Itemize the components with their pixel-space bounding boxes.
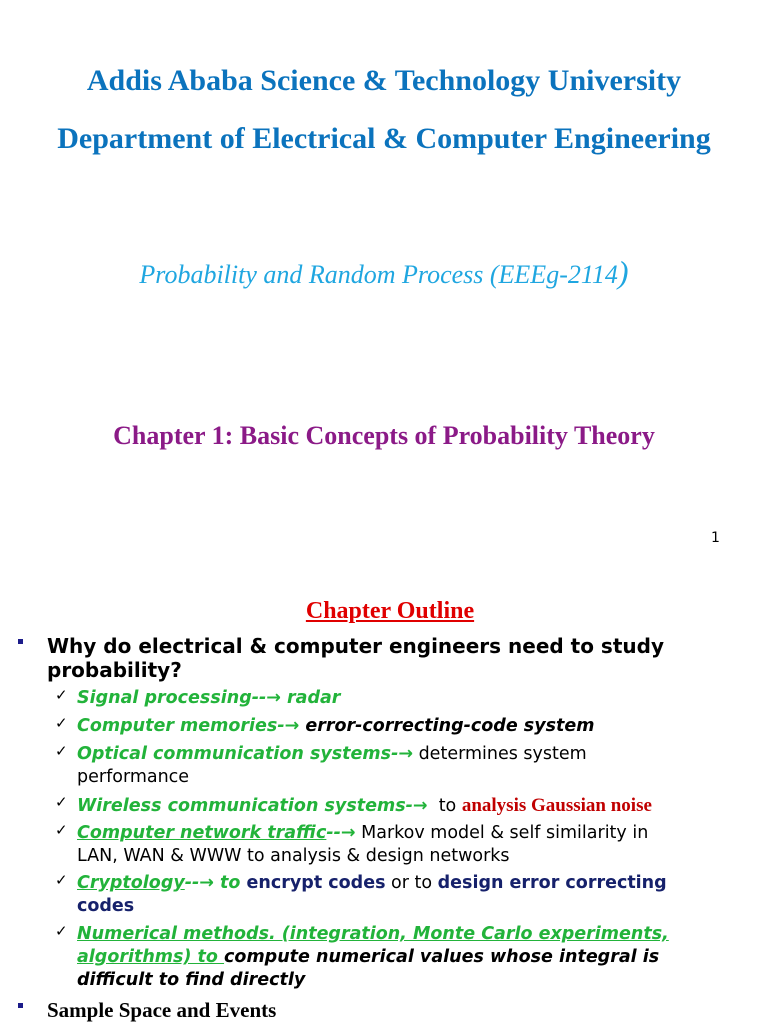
item-text: Signal processing--: [77, 688, 267, 708]
university-name: Addis Ababa Science & Technology University: [86, 64, 682, 97]
item-text: Wireless communication systems-: [77, 796, 413, 816]
item-text: Computer network traffic: [77, 823, 327, 843]
item-text: to: [213, 873, 247, 893]
list-item-continuation: LAN, WAN & WWW to analysis & design networks: [77, 846, 510, 866]
list-item: [77, 923, 757, 946]
item-text: radar: [280, 688, 341, 708]
list-item-continuation: codes: [77, 896, 135, 916]
item-text: or to: [385, 873, 438, 893]
item-text: error-correcting-code system: [299, 716, 595, 736]
bullet-icon: [18, 639, 28, 649]
arrow-icon: →: [199, 873, 214, 893]
arrow-icon: →: [266, 688, 281, 708]
item-text: Optical communication systems-: [77, 744, 399, 764]
item-text: compute numerical values whose integral is: [224, 947, 660, 967]
arrow-icon: →: [340, 823, 356, 843]
check-icon: ✓: [55, 871, 68, 889]
outline-title: Chapter Outline: [305, 598, 475, 624]
page-number: 1: [711, 530, 720, 546]
course-title-text: Probability and Random Process (EEEg-2114: [139, 260, 618, 289]
arrow-icon: →: [398, 744, 414, 764]
check-icon: ✓: [55, 714, 68, 732]
arrow-icon: →: [412, 796, 428, 816]
check-icon: ✓: [55, 793, 68, 811]
department-name: Department of Electrical & Computer Engineering: [57, 122, 711, 155]
list-item: [77, 743, 757, 766]
bullet-icon: [18, 1003, 28, 1013]
item-highlight: design error correcting: [437, 873, 667, 893]
list-item: [77, 794, 757, 818]
check-icon: ✓: [55, 821, 68, 839]
list-item-continuation: [77, 946, 757, 969]
list-item: [77, 872, 757, 895]
course-title-paren: ): [617, 254, 629, 290]
item-highlight: analysis Gaussian noise: [461, 795, 652, 816]
question-line2: probability?: [47, 658, 182, 682]
item-text: determines system: [413, 744, 587, 764]
item-text: Numerical methods. (integration, Monte Carlo experiments,: [77, 924, 669, 944]
arrow-icon: →: [284, 716, 300, 736]
list-item: [77, 715, 757, 738]
item-text: Computer memories-: [77, 716, 285, 736]
course-title: [0, 254, 768, 291]
list-item-continuation: performance: [77, 767, 190, 787]
item-text: --: [184, 873, 200, 893]
section-sample-space: Sample Space and Events: [47, 998, 277, 1022]
item-text: to: [427, 796, 462, 816]
check-icon: ✓: [55, 686, 68, 704]
item-text: algorithms) to: [77, 947, 225, 967]
item-text: --: [326, 823, 341, 843]
chapter-title: Chapter 1: Basic Concepts of Probability Theory: [113, 421, 655, 450]
list-item: [77, 687, 757, 710]
item-text: Markov model & self similarity in: [355, 823, 649, 843]
check-icon: ✓: [55, 922, 68, 940]
list-item: [77, 822, 757, 845]
list-item-continuation: difficult to find directly: [77, 970, 306, 990]
item-highlight: encrypt codes: [246, 873, 386, 893]
item-text: Cryptology: [77, 873, 185, 893]
check-icon: ✓: [55, 742, 68, 760]
question-line1: Why do electrical & computer engineers need to study: [47, 634, 664, 658]
